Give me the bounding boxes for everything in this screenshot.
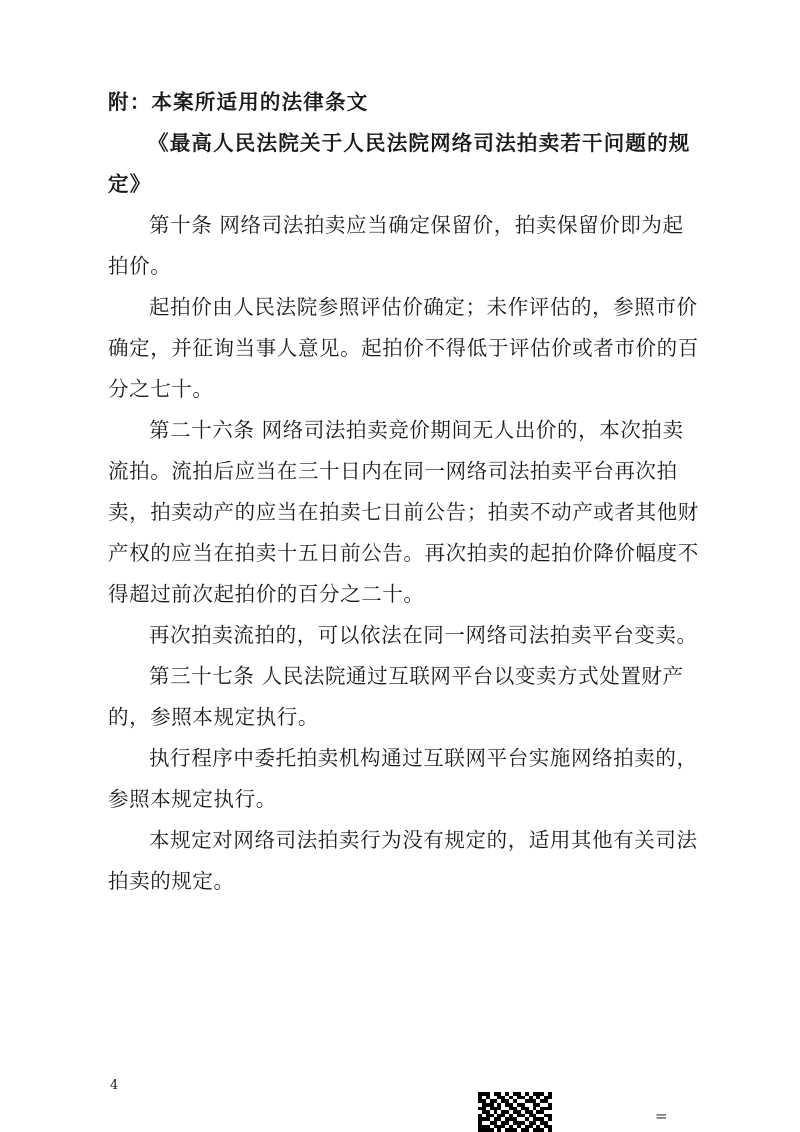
paragraph-line: 拍卖的规定。 bbox=[108, 869, 235, 893]
paragraph-article-10-p2 bbox=[108, 287, 756, 410]
paragraph-line: 第三十七条 人民法院通过互联网平台以变卖方式处置财产 bbox=[149, 664, 684, 688]
regulation-title-line-1: 《最高人民法院关于人民法院网络司法拍卖若干问题的规 bbox=[148, 131, 691, 155]
paragraph-line: 参照本规定执行。 bbox=[108, 787, 277, 811]
paragraph-line: 执行程序中委托拍卖机构通过互联网平台实施网络拍卖的， bbox=[149, 746, 698, 770]
paragraph-line: 卖，拍卖动产的应当在拍卖七日前公告；拍卖不动产或者其他财 bbox=[108, 500, 699, 524]
paragraph-article-37-p3 bbox=[108, 820, 756, 902]
paragraph-article-26 bbox=[108, 410, 756, 615]
paragraph-line: 第十条 网络司法拍卖应当确定保留价，拍卖保留价即为起 bbox=[149, 213, 684, 237]
paragraph-article-37-p2 bbox=[108, 738, 756, 820]
paragraph-line: 确定，并征询当事人意见。起拍价不得低于评估价或者市价的百 bbox=[108, 336, 699, 360]
paragraph-article-10 bbox=[108, 205, 756, 287]
document-body bbox=[108, 82, 756, 902]
paragraph-line: 起拍价由人民法院参照评估价确定；未作评估的，参照市价 bbox=[149, 295, 698, 319]
paragraph-line: 拍价。 bbox=[108, 254, 172, 278]
paragraph-line: 得超过前次起拍价的百分之二十。 bbox=[108, 582, 425, 606]
paragraph-line: 的，参照本规定执行。 bbox=[108, 705, 319, 729]
paragraph-line: 本规定对网络司法拍卖行为没有规定的，适用其他有关司法 bbox=[149, 828, 698, 852]
qr-code-pattern bbox=[478, 1092, 552, 1132]
regulation-title-line-2: 定》 bbox=[108, 172, 152, 196]
paragraph-line: 产权的应当在拍卖十五日前公告。再次拍卖的起拍价降价幅度不 bbox=[108, 541, 699, 565]
paragraph-line: 第二十六条 网络司法拍卖竞价期间无人出价的，本次拍卖 bbox=[149, 418, 684, 442]
page-number: 4 bbox=[110, 1078, 119, 1093]
qr-code bbox=[478, 1092, 552, 1132]
paragraph-line: 分之七十。 bbox=[108, 377, 214, 401]
footer-mark: = bbox=[655, 1107, 668, 1125]
paragraph-line: 再次拍卖流拍的，可以依法在同一网络司法拍卖平台变卖。 bbox=[149, 623, 698, 647]
paragraph-article-26-p2 bbox=[108, 615, 756, 656]
attachment-title: 附：本案所适用的法律条文 bbox=[108, 90, 369, 114]
paragraph-line: 流拍。流拍后应当在三十日内在同一网络司法拍卖平台再次拍 bbox=[108, 459, 678, 483]
paragraph-article-37 bbox=[108, 656, 756, 738]
